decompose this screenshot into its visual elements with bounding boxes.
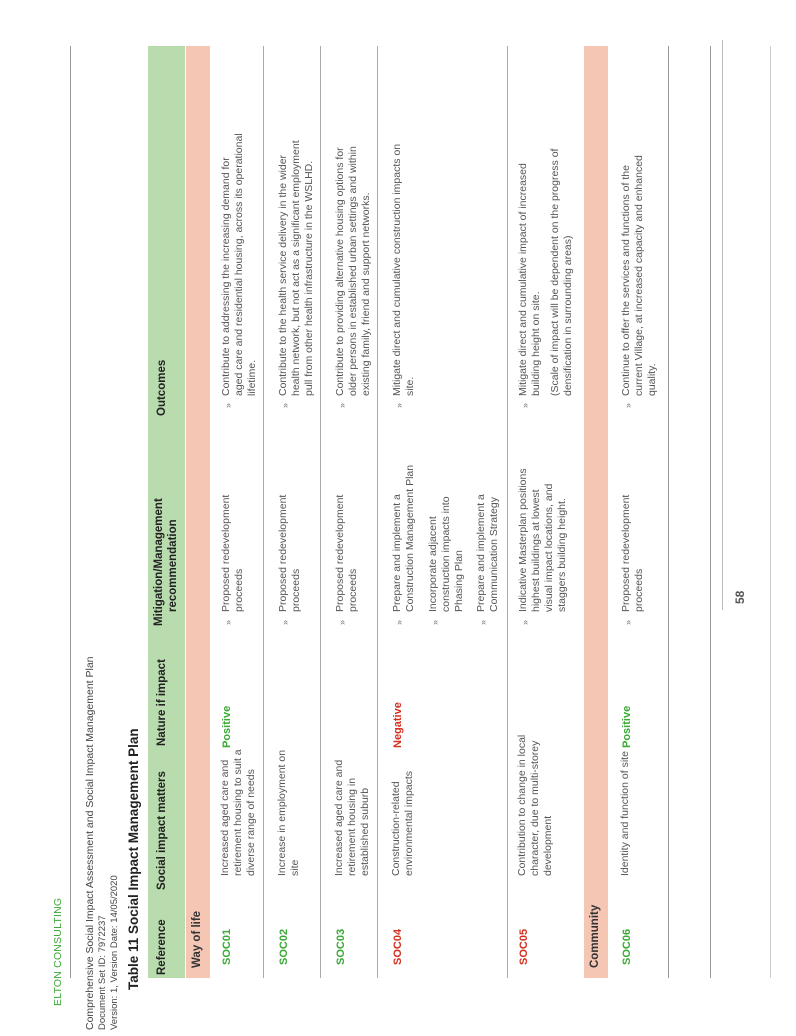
row-mitigation-soc04-a [391, 465, 417, 612]
row-nature-soc01: Positive [221, 705, 233, 748]
matter-line: retirement housing to suit a [232, 749, 244, 876]
outcome-note-line: densification in surrounding areas) [562, 235, 574, 396]
mitigation-line: staggers building height. [556, 498, 568, 612]
outcome-line: current Village, at increased capacity and enhanced [633, 155, 645, 396]
table-title: Table 11 Social Impact Management Plan [126, 728, 141, 990]
mitigation-line: Proposed redevelopment [334, 494, 346, 612]
bullet-icon: » [394, 619, 404, 625]
bullet-icon: » [337, 619, 347, 625]
bullet-icon: » [478, 619, 488, 625]
row-matter-soc03 [333, 760, 372, 876]
page-rule-bottom [710, 46, 711, 978]
row-divider [320, 46, 321, 978]
row-mitigation-soc01 [220, 495, 246, 612]
row-matter-soc01 [219, 749, 258, 876]
footer-document-title: Comprehensive Social Impact Assessment and Social Impact Management Plan [84, 656, 96, 1030]
bullet-icon: » [280, 402, 290, 408]
bullet-icon: » [520, 619, 530, 625]
outcome-line: Mitigate direct and cumulative construction impacts on [391, 143, 403, 396]
row-divider [507, 46, 508, 978]
row-ref-soc03: SOC03 [335, 928, 347, 965]
section-band-community [584, 46, 608, 978]
row-ref-soc04: SOC04 [392, 928, 404, 965]
header-mitigation [152, 498, 180, 626]
mitigation-line: construction impacts into [440, 496, 452, 612]
row-matter-soc06 [619, 751, 632, 876]
footer-rule [722, 40, 723, 610]
row-matter-soc02 [276, 750, 302, 876]
footer-version: Version: 1, Version Date: 14/05/2020 [109, 875, 120, 1030]
matter-line: Increased aged care and [333, 759, 345, 876]
row-outcomes-soc04 [391, 144, 417, 396]
bullet-icon: » [623, 619, 633, 625]
row-ref-soc01: SOC01 [221, 928, 233, 965]
outcome-line: Contribute to the health service delivery in the wider [277, 154, 289, 396]
row-outcomes-soc01 [220, 133, 259, 396]
mitigation-line: highest buildings at lowest [530, 489, 542, 612]
matter-line: environmental impacts [403, 770, 415, 876]
header-mitigation-line2: recommendation [167, 519, 179, 612]
outcome-line: older persons in established urban settings and within [347, 146, 359, 396]
bullet-icon: » [394, 402, 404, 408]
mitigation-line: Prepare and implement a [475, 494, 487, 612]
mitigation-line: Communication Strategy [488, 497, 500, 612]
matter-line: site [289, 859, 301, 876]
outcome-line: site. [404, 376, 416, 396]
mitigation-line: proceeds [290, 568, 302, 612]
row-mitigation-soc02 [277, 495, 303, 612]
header-social-impact-matters: Social impact matters [156, 771, 168, 890]
mitigation-line: proceeds [347, 568, 359, 612]
bullet-icon: » [623, 402, 633, 408]
matter-line: Construction-related [390, 781, 402, 876]
outcome-line: existing family, friend and support networks. [360, 192, 372, 396]
bullet-icon: » [223, 402, 233, 408]
bullet-icon: » [430, 619, 440, 625]
row-mitigation-soc06 [620, 495, 646, 612]
mitigation-line: visual impact locations, and [543, 483, 555, 612]
brand-name: ELTON CONSULTING [52, 897, 64, 1006]
outcome-line: building height on site. [530, 291, 542, 396]
mitigation-line: Proposed redevelopment [620, 494, 632, 612]
bullet-icon: » [280, 619, 290, 625]
row-matter-soc04 [390, 771, 416, 876]
page-border-right [770, 46, 771, 978]
row-outcomes-soc06 [620, 155, 659, 396]
row-divider [263, 46, 264, 978]
outcome-line: Mitigate direct and cumulative impact of increased [517, 163, 529, 396]
row-ref-soc02: SOC02 [278, 928, 290, 965]
header-outcomes: Outcomes [156, 359, 168, 416]
matter-line: Identity and function of site [619, 751, 631, 876]
outcome-line: Contribute to providing alternative housing options for [334, 147, 346, 396]
mitigation-line: Prepare and implement a [391, 494, 403, 612]
row-divider [377, 46, 378, 978]
outcome-note-line: (Scale of impact will be dependent on the progress of [549, 148, 561, 396]
page-number: 58 [733, 590, 747, 604]
section-label-way-of-life: Way of life [191, 910, 203, 968]
mitigation-line: Proposed redevelopment [220, 494, 232, 612]
row-mitigation-soc04-b [427, 496, 466, 612]
mitigation-line: proceeds [633, 568, 645, 612]
bullet-icon: » [337, 402, 347, 408]
row-outcomes-soc03 [334, 146, 373, 396]
header-reference: Reference [156, 919, 168, 975]
mitigation-line: Construction Management Plan [404, 464, 416, 612]
footer-document-id: Document Set ID: 7972237 [97, 915, 108, 1030]
mitigation-line: Indicative Masterplan positions [517, 468, 529, 612]
matter-line: Increased aged care and [219, 759, 231, 876]
row-outcomes-soc05 [517, 149, 575, 396]
row-nature-soc04: Negative [392, 702, 404, 748]
bullet-icon: » [520, 402, 530, 408]
header-nature-of-impact: Nature if impact [156, 659, 168, 746]
row-matter-soc05 [516, 735, 555, 876]
mitigation-line: Phasing Plan [453, 550, 465, 612]
header-mitigation-line1: Mitigation/Management [153, 498, 165, 626]
section-label-community: Community [589, 904, 601, 968]
matter-line: Increase in employment on [276, 749, 288, 876]
mitigation-line: Incorporate adjacent [427, 516, 439, 612]
matter-line: established suburb [359, 787, 371, 876]
row-mitigation-soc05 [517, 468, 569, 612]
matter-line: retirement housing in [346, 777, 358, 876]
row-nature-soc06: Positive [621, 705, 633, 748]
outcome-line: Continue to offer the services and functions of the [620, 165, 632, 396]
matter-line: Contribution to change in local [516, 734, 528, 876]
page-rule-top [70, 46, 71, 978]
outcome-line: quality. [646, 363, 658, 396]
matter-line: development [542, 815, 554, 876]
outcome-line: aged care and residential housing, across its operational [233, 133, 245, 396]
bullet-icon: » [223, 619, 233, 625]
outcome-line: lifetime. [246, 359, 258, 396]
section-band-way-of-life [186, 46, 210, 978]
row-ref-soc06: SOC06 [621, 928, 633, 965]
mitigation-line: proceeds [233, 568, 245, 612]
row-mitigation-soc04-c [475, 494, 501, 612]
matter-line: character, due to multi-storey [529, 740, 541, 876]
outcome-line: health network, but not act as a significant employment [290, 140, 302, 396]
table-bottom-border [668, 46, 669, 978]
row-ref-soc05: SOC05 [518, 928, 530, 965]
matter-line: diverse range of needs [245, 769, 257, 876]
row-mitigation-soc03 [334, 495, 360, 612]
outcome-line: Contribute to addressing the increasing demand for [220, 157, 232, 396]
row-outcomes-soc02 [277, 140, 316, 396]
mitigation-line: Proposed redevelopment [277, 494, 289, 612]
outcome-line: pull from other health infrastructure in the WSLHD. [303, 160, 315, 396]
